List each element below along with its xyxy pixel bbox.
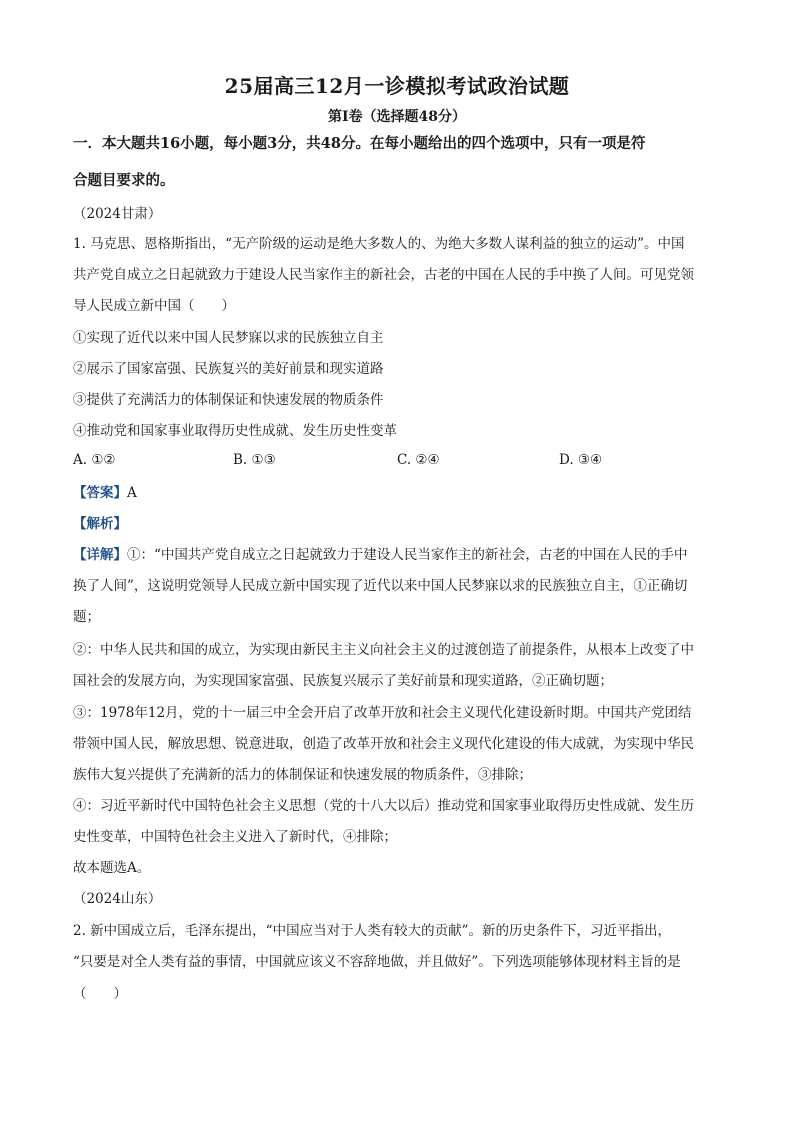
detail-label: 【详解】 bbox=[73, 547, 127, 563]
q1-source: （2024甘肃） bbox=[73, 206, 162, 222]
q2-source: （2024山东） bbox=[73, 891, 162, 907]
q1-detail-line-2: 换了人间”，这说明党领导人民成立新中国实现了近代以来中国人民梦寐以求的民族独立自主，①正确切 bbox=[73, 578, 688, 594]
q1-options bbox=[73, 452, 723, 472]
q1-detail-line-3: 题； bbox=[73, 609, 100, 625]
q1-stem-line-2: 共产党自成立之日起就致力于建设人民当家作主的新社会，古老的中国在人民的手中换了人间。可见党领 bbox=[73, 267, 694, 283]
q1-detail-line-1 bbox=[73, 545, 723, 565]
q1-conclusion: 故本题选A。 bbox=[73, 860, 151, 876]
detail-text-1: ①：“中国共产党自成立之日起就致力于建设人民当家作主的新社会，古老的中国在人民的手中 bbox=[127, 547, 688, 563]
q1-analysis bbox=[73, 514, 723, 534]
q1-detail-line-8: 族伟大复兴提供了充满新的活力的体制保证和快速发展的物质条件，③排除； bbox=[73, 767, 532, 783]
q1-item-2: ②展示了国家富强、民族复兴的美好前景和现实道路 bbox=[73, 361, 384, 377]
q2-stem-line-1: 2. 新中国成立后，毛泽东提出，“中国应当对于人类有较大的贡献”。新的历史条件下，习近平指出， bbox=[73, 923, 671, 939]
q1-detail-line-9: ④：习近平新时代中国特色社会主义思想（党的十八大以后）推动党和国家事业取得历史性成就、发生历 bbox=[73, 798, 694, 814]
answer-value: A bbox=[127, 485, 137, 501]
analysis-label: 【解析】 bbox=[73, 516, 127, 532]
q1-stem-line-3: 导人民成立新中国（ ） bbox=[73, 298, 235, 314]
answer-label: 【答案】 bbox=[73, 485, 127, 501]
section-subtitle: 第I卷（选择题48分） bbox=[327, 109, 467, 125]
q1-item-1: ①实现了近代以来中国人民梦寐以求的民族独立自主 bbox=[73, 330, 384, 346]
q2-stem-line-2: “只要是对全人类有益的事情，中国就应该义不容辞地做，并且做好”。下列选项能够体现材料主旨的是 bbox=[73, 954, 681, 970]
q1-option-c[interactable]: C. ②④ bbox=[397, 452, 440, 468]
q1-item-4: ④推动党和国家事业取得历史性成就、发生历史性变革 bbox=[73, 423, 397, 439]
q1-option-a[interactable]: A. ①② bbox=[73, 452, 116, 468]
section-instructions-line-1: 一．本大题共16小题，每小题3分，共48分。在每小题给出的四个选项中，只有一项是符 bbox=[73, 135, 646, 152]
section-instructions-line-2: 合题目要求的。 bbox=[73, 172, 175, 189]
q1-detail-line-4: ②：中华人民共和国的成立，为实现由新民主主义向社会主义的过渡创造了前提条件，从根本上改变了中 bbox=[73, 642, 694, 658]
q1-answer bbox=[73, 483, 723, 503]
exam-title: 25届高三12月一诊模拟考试政治试题 bbox=[224, 74, 570, 98]
q1-stem-line-1: 1. 马克思、恩格斯指出，“无产阶级的运动是绝大多数人的、为绝大多数人谋利益的独立的运动”。中国 bbox=[73, 236, 685, 252]
q1-detail-line-6: ③：1978年12月，党的十一届三中全会开启了改革开放和社会主义现代化建设新时期。中国共产党团结 bbox=[73, 705, 692, 721]
q1-option-b[interactable]: B. ①③ bbox=[233, 452, 276, 468]
q1-detail-line-10: 史性变革，中国特色社会主义进入了新时代，④排除； bbox=[73, 829, 397, 845]
q2-stem-line-3: （ ） bbox=[73, 986, 127, 1002]
q1-detail-line-7: 带领中国人民，解放思想、锐意进取，创造了改革开放和社会主义现代化建设的伟大成就，为实现中华民 bbox=[73, 736, 694, 752]
q1-option-d[interactable]: D. ③④ bbox=[559, 452, 603, 468]
q1-item-3: ③提供了充满活力的体制保证和快速发展的物质条件 bbox=[73, 392, 384, 408]
q1-detail-line-5: 国社会的发展方向，为实现国家富强、民族复兴展示了美好前景和现实道路，②正确切题； bbox=[73, 673, 613, 689]
